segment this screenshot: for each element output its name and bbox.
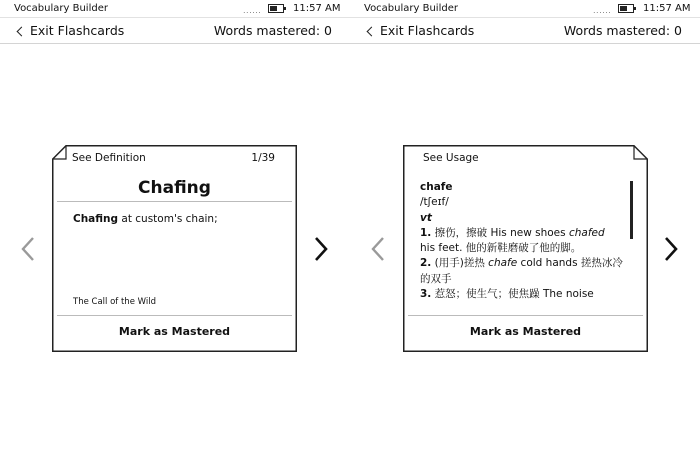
flashcard-front — [52, 145, 297, 352]
next-card-button[interactable] — [663, 236, 679, 262]
divider — [408, 315, 643, 316]
definition-part-of-speech: vt — [420, 211, 432, 224]
chevron-left-icon — [20, 236, 36, 262]
definition-sense: 1. 擦伤，擦破 His new shoes chafed his feet. 他的新鞋磨破了他的脚。 — [420, 226, 605, 255]
chevron-right-icon — [313, 236, 329, 262]
chevron-right-icon — [663, 236, 679, 262]
battery-icon — [618, 4, 634, 13]
book-title: The Call of the Wild — [73, 297, 156, 307]
divider — [57, 201, 292, 202]
exit-flashcards-button[interactable] — [18, 23, 124, 38]
card-word: Chafing — [138, 178, 211, 198]
flashcard-back — [403, 145, 648, 352]
previous-card-button[interactable] — [370, 236, 386, 262]
dictionary-definition[interactable] — [420, 180, 623, 300]
flashcard-pane-right — [350, 0, 700, 472]
usage-sentence — [73, 213, 218, 225]
mark-as-mastered-button[interactable]: Mark as Mastered — [469, 325, 582, 338]
status-bar — [0, 0, 350, 18]
definition-sense: 3. 惹怒；使生气；使焦躁 The noise — [420, 288, 594, 300]
sentence-highlight-word: Chafing — [73, 213, 119, 225]
clock: 11:57 AM — [293, 3, 341, 14]
next-card-button[interactable] — [313, 236, 329, 262]
status-bar — [350, 0, 700, 18]
definition-sense: 2. (用手)搓热 chafe cold hands 搓热冰冷的双手 — [420, 257, 623, 285]
card-counter: 1/39 — [251, 152, 275, 164]
mark-as-mastered-button[interactable]: Mark as Mastered — [118, 325, 231, 338]
words-mastered-count: Words mastered: 0 — [213, 23, 332, 38]
chevron-left-icon — [17, 26, 27, 36]
definition-scrollbar[interactable] — [630, 181, 633, 239]
exit-flashcards-button[interactable] — [368, 23, 474, 38]
exit-flashcards-label: Exit Flashcards — [380, 23, 475, 38]
definition-phonetic: /tʃeɪf/ — [420, 196, 449, 209]
chevron-left-icon — [370, 236, 386, 262]
battery-icon — [268, 4, 284, 13]
previous-card-button[interactable] — [20, 236, 36, 262]
app-name: Vocabulary Builder — [14, 3, 108, 14]
nav-bar — [0, 19, 350, 44]
nav-bar — [350, 19, 700, 44]
signal-icon: ...... — [243, 6, 262, 15]
see-definition-button[interactable]: See Definition — [72, 152, 146, 164]
signal-icon: ...... — [593, 6, 612, 15]
app-name: Vocabulary Builder — [364, 3, 458, 14]
sentence-text: at custom's chain; — [118, 213, 218, 225]
divider — [57, 315, 292, 316]
clock: 11:57 AM — [643, 3, 691, 14]
see-usage-button[interactable]: See Usage — [423, 152, 479, 164]
definition-word: chafe — [420, 181, 453, 193]
exit-flashcards-label: Exit Flashcards — [30, 23, 125, 38]
words-mastered-count: Words mastered: 0 — [563, 23, 682, 38]
chevron-left-icon — [367, 26, 377, 36]
